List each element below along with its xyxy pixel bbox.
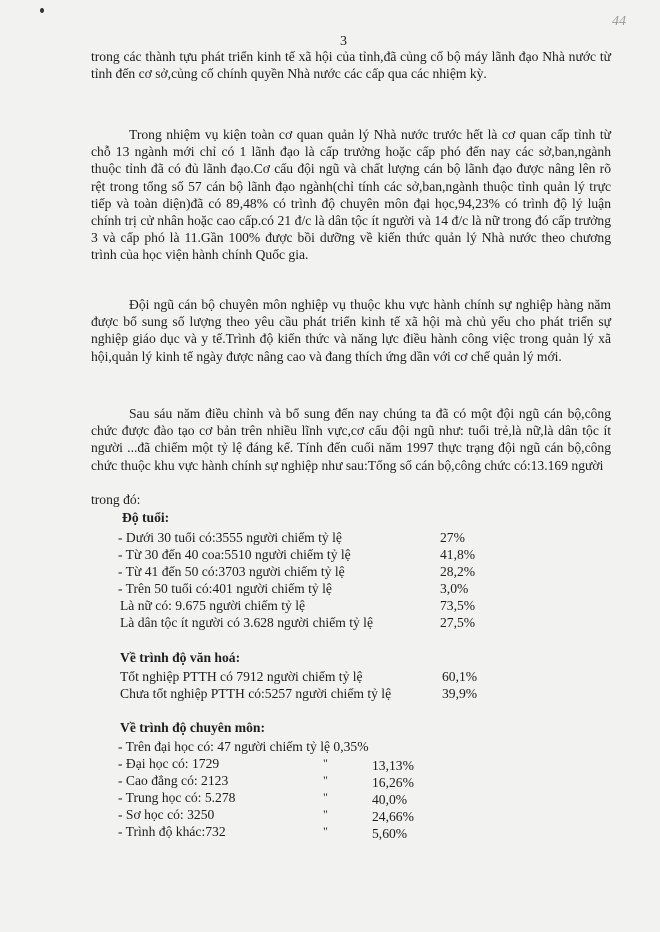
age-row-label: - Từ 41 đến 50 có:3703 người chiếm tỷ lệ	[118, 564, 345, 579]
paragraph-1: trong các thành tựu phát triển kinh tế xã hội của tỉnh,đã củng cố bộ máy lãnh đạo Nhà nước từ tỉnh đến cơ sở,củng cố chính quyền Nhà nước các cấp qua các nhiệm kỳ.	[91, 49, 611, 82]
ditto-mark: "	[323, 756, 328, 770]
paragraph-2: Trong nhiệm vụ kiện toàn cơ quan quản lý Nhà nước trước hết là cơ quan cấp tỉnh từ chỗ 13 ngành mới chỉ có 1 lãnh đạo là cấp trưởng hoặc cấp phó đến nay các sở,ban,ngành thuộc tỉnh đã có đủ lãnh đạo.Cơ cấu đội ngũ và chất lượng cán bộ lãnh đạo được nâng lên rõ rệt trong tổng số 57 cán bộ lãnh đạo ngành(chỉ tính các sở,ban,ngành thuộc tỉnh quản lý trực tiếp và toàn diện)đã có 89,48% có trình độ chuyên môn đại học,94,23% có trình độ lý luận chính trị cử nhân hoặc cao cấp.có 21 đ/c là dân tộc ít người và 14 đ/c là nữ trong đó cấp trưởng 3 và cấp phó là 11.Gần 100% được bồi dưỡng về kiến thức quản lý Nhà nước theo chương trình của học viện hành chính Quốc gia.	[91, 127, 611, 263]
ditto-mark: "	[323, 790, 328, 804]
expertise-row-label: - Sơ học có: 3250	[118, 807, 215, 822]
age-row-pct: 73,5%	[440, 598, 476, 613]
ditto-mark: "	[323, 807, 328, 821]
culture-heading: Về trình độ văn hoá:	[120, 650, 241, 665]
expertise-heading: Về trình độ chuyên môn:	[120, 720, 266, 735]
expertise-row-pct: 40,0%	[372, 792, 408, 807]
ditto-mark: "	[323, 773, 328, 787]
age-row-label: - Trên 50 tuổi có:401 người chiếm tỷ lệ	[118, 581, 332, 596]
handwritten-page-mark: 44	[612, 14, 626, 29]
age-row-pct: 3,0%	[440, 581, 469, 596]
paragraph-3: Đội ngũ cán bộ chuyên môn nghiệp vụ thuộc khu vực hành chính sự nghiệp hàng năm được bổ sung số lượng theo yêu cầu phát triển kinh tế xã hội mà chủ yếu cho phát triển sự nghiệp giáo dục và y tế.Trình độ kiến thức và năng lực điều hành công việc trong quản lý xã hội,quản lý kinh tế ngày được nâng cao và đang thích ứng dần với cơ chế quản lý mới.	[91, 297, 611, 364]
age-row-pct: 41,8%	[440, 547, 476, 562]
culture-row-label: Tốt nghiệp PTTH có 7912 người chiếm tỷ lệ	[120, 669, 363, 684]
ditto-mark: "	[323, 824, 328, 838]
expertise-row-label: - Trung học có: 5.278	[118, 790, 236, 805]
expertise-row-pct: 16,26%	[372, 775, 414, 790]
age-row-pct: 28,2%	[440, 564, 476, 579]
expertise-row-pct: 24,66%	[372, 809, 414, 824]
age-row-label: Là dân tộc ít người có 3.628 người chiếm tỷ lệ	[120, 615, 373, 630]
age-row-pct: 27%	[440, 530, 465, 545]
age-row-label: - Từ 30 đến 40 coa:5510 người chiếm tỷ lệ	[118, 547, 351, 562]
culture-row-pct: 39,9%	[442, 686, 478, 701]
culture-row-label: Chưa tốt nghiệp PTTH có:5257 người chiếm tỷ lệ	[120, 686, 392, 701]
age-row-pct: 27,5%	[440, 615, 476, 630]
age-heading: Độ tuổi:	[122, 510, 170, 525]
expertise-row-pct: 5,60%	[372, 826, 408, 841]
age-row-label: Là nữ có: 9.675 người chiếm tỷ lệ	[120, 598, 306, 613]
page-number: 3	[340, 34, 347, 49]
trong-do-label: trong đó:	[91, 492, 141, 507]
paragraph-4: Sau sáu năm điều chỉnh và bổ sung đến nay chúng ta đã có một đội ngũ cán bộ,công chức được đào tạo cơ bản trên nhiều lĩnh vực,cơ cấu đội ngũ như: tuổi trẻ,là nữ,là dân tộc ít người ...đã chiếm một tỷ lệ đáng kể. Tính đến cuối năm 1997 thực trạng đội ngũ cán bộ,công chức thuộc khu vực hành chính sự nghiệp như sau:Tổng số cán bộ,công chức có:13.169 người	[91, 406, 611, 473]
expertise-first-row: - Trên đại học có: 47 người chiếm tỷ lệ 0,35%	[118, 739, 369, 754]
scan-speck	[40, 8, 44, 13]
culture-row-pct: 60,1%	[442, 669, 478, 684]
expertise-row-label: - Trình độ khác:732	[118, 824, 226, 839]
expertise-row-label: - Đại học có: 1729	[118, 756, 220, 771]
expertise-row-label: - Cao đẳng có: 2123	[118, 773, 229, 788]
age-row-label: - Dưới 30 tuổi có:3555 người chiếm tỷ lệ	[118, 530, 342, 545]
expertise-row-pct: 13,13%	[372, 758, 414, 773]
